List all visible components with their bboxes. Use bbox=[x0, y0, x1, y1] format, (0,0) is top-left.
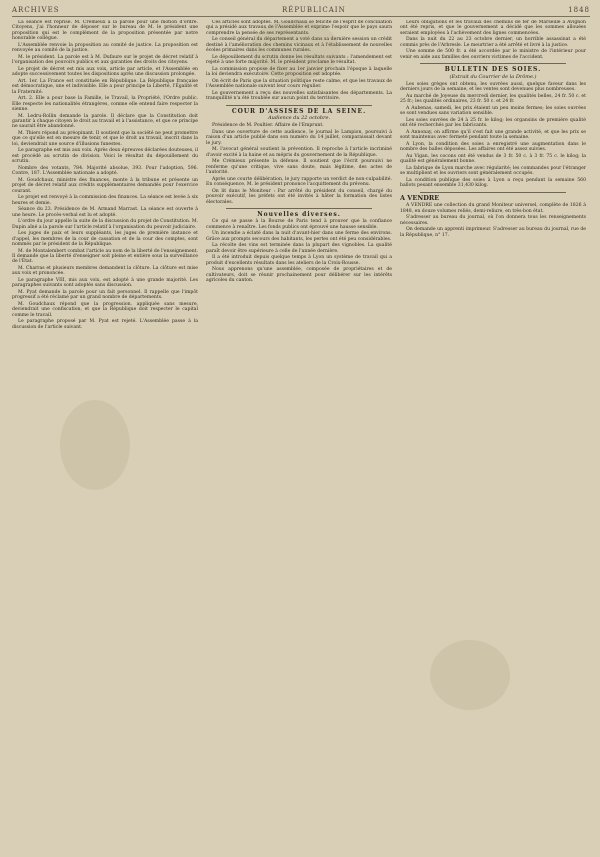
page-header bbox=[12, 6, 590, 17]
article-paragraph: Une somme de 500 fr. a été accordée par le ministre de l'intérieur pour venir en aide aux familles des ouvriers victimes de l'accident. bbox=[400, 49, 586, 60]
article-paragraph: A Annonay, on affirme qu'il s'est fait une grande activité, et que les prix se sont maintenus avec fermeté pendant toute la semaine. bbox=[400, 130, 586, 141]
article-paragraph: Les juges de paix et leurs suppléants, les juges de première instance et d'appel, les membres de la cour de cassation et de la cour des comptes, sont nommés par le président de la République. bbox=[12, 231, 198, 248]
article-paragraph: La récolte des vins est terminée dans la plupart des vignobles. La qualité paraît devoir être supérieure à celle de l'année dernière. bbox=[206, 243, 392, 254]
article-paragraph: On demande un apprenti imprimeur. S'adresser au bureau du journal, rue de la République, n° 17. bbox=[400, 227, 586, 238]
article-paragraph: La condition publique des soies à Lyon a reçu pendant la semaine 560 ballots pesant ensemble 31,430 kilog. bbox=[400, 178, 586, 189]
article-paragraph: La commission propose de fixer au 1er janvier prochain l'époque à laquelle la loi deviendra exécutoire. Cette proposition est adoptée. bbox=[206, 66, 392, 78]
article-paragraph: Séance du 23. Présidence de M. Armand Marrast. La séance est ouverte à une heure. Le procès-verbal est lu et adopté. bbox=[12, 207, 198, 218]
article-paragraph: M. Goudchaux, ministre des finances, monte à la tribune et présente un projet de décret relatif aux crédits supplémentaires demandés pour l'exercice courant. bbox=[12, 177, 198, 194]
article-paragraph: Les soies grèges ont obtenu, les ouvrées aussi, quelque faveur dans les derniers jours de la semaine, et les ventes sont devenues plus nombreuses. bbox=[400, 82, 586, 93]
article-paragraph: Le paragraphe est mis aux voix. Après deux épreuves déclarées douteuses, il est procédé au scrutin de division. Voici le résultat du dépouillement du scrutin. bbox=[12, 148, 198, 165]
article-paragraph: A Aubenas, samedi, les prix étaient un peu moins fermes; les soies ouvrées se sont vendues sans variation sensible. bbox=[400, 106, 586, 117]
article-paragraph: La séance est reprise. M. Crémieux a la parole pour une motion d'ordre. Citoyens, j'ai l'honneur de déposer sur le bureau de M. le président une proposition qui est le complément de la proposition présentée par notre honorable collègue. bbox=[12, 20, 198, 42]
article-paragraph: Ce qui se passe à la Bourse de Paris tend à prouver que la confiance commence à renaître. Les fonds publics ont éprouvé une hausse sensible. bbox=[206, 219, 392, 230]
article-paragraph: Présidence de M. Poultier. Affaire de l'Emprunt. bbox=[212, 123, 324, 129]
column-container bbox=[12, 20, 590, 846]
article-paragraph: Le conseil général du département a voté dans sa dernière session un crédit destiné à l'amélioration des chemins vicinaux et à l'établissement de nouvelles écoles primaires dans les communes rurales. bbox=[206, 37, 392, 54]
section-heading: Nouvelles diverses. bbox=[257, 211, 341, 219]
article-paragraph: Dans une ouverture de cette audience, le journal le Lampion, poursuivi à raison d'un article publié dans son numéro du 14 juillet, comparaissait devant le jury. bbox=[206, 130, 392, 146]
article-paragraph: M. de Montalembert combat l'article au nom de la liberté de l'enseignement. Il demande que la liberté d'enseigner soit pleine et entière sous la surveillance de l'État. bbox=[12, 248, 198, 265]
article-paragraph: On lit dans le Moniteur : Par arrêté du président du conseil, chargé du pouvoir exécutif, les préfets ont été invités à hâter la formation des listes électorales. bbox=[206, 188, 392, 205]
article-paragraph: L'Assemblée renvoie la proposition au comité de justice. La proposition est renvoyée au comité de la justice. bbox=[12, 42, 198, 54]
article-paragraph: M. Thiers répond au préopinant. Il soutient que la société ne peut promettre que ce qu'elle est en mesure de tenir, et que le droit au travail, inscrit dans la loi, deviendrait une source d'illusions funestes. bbox=[12, 131, 198, 147]
column-left bbox=[12, 20, 198, 846]
article-paragraph: M. Pyat demande la parole pour un fait personnel. Il rappelle que l'impôt progressif a été réclamé par un grand nombre de départements. bbox=[12, 290, 198, 301]
article-paragraph: M. l'avocat général soutient la prévention. Il reproche à l'article incriminé d'avoir excité à la haine et au mépris du gouvernement de la République. bbox=[206, 147, 392, 158]
article-paragraph: M. le président. La parole est à M. Dufaure sur le projet de décret relatif à l'organisation des pouvoirs publics et aux garanties des droits des citoyens. bbox=[12, 54, 198, 66]
section-subheading: Audience du 22 octobre. bbox=[267, 115, 331, 122]
article-paragraph: Il a été introduit depuis quelque temps à Lyon un système de travail qui a produit d'excellents résultats dans les ateliers de la Croix-Rousse. bbox=[206, 255, 392, 266]
article-paragraph: Le gouvernement a reçu des nouvelles satisfaisantes des départements. La tranquillité n'a été troublée sur aucun point du territoire. bbox=[206, 90, 392, 102]
header-center: RÉPUBLICAIN bbox=[281, 6, 346, 14]
article-paragraph: Dans la nuit du 22 au 23 octobre dernier, un horrible assassinat a été commis près de l'Arbresle. Le meurtrier a été arrêté et livré à la justice. bbox=[400, 37, 586, 48]
article-paragraph: S'adresser au bureau du journal, où l'on donnera tous les renseignements nécessaires. bbox=[400, 215, 586, 226]
divider bbox=[226, 105, 372, 106]
article-paragraph: Le paragraphe proposé par M. Pyat est rejeté. L'Assemblée passe à la discussion de l'article suivant. bbox=[12, 319, 198, 330]
article-paragraph: La fabrique de Lyon marche avec régularité; les commandes pour l'étranger se multiplient et les ouvriers sont généralement occupés. bbox=[400, 166, 586, 177]
article-paragraph: Nombre des votants, 784. Majorité absolue, 393. Pour l'adoption, 596. Contre, 187. L'Assemblée nationale a adopté. bbox=[12, 165, 198, 177]
article-paragraph: On écrit de Paris que la situation politique reste calme, et que les travaux de l'Assemblée nationale suivent leur cours régulier. bbox=[206, 78, 392, 90]
section-heading: COUR D'ASSISES DE LA SEINE. bbox=[231, 107, 367, 115]
divider bbox=[420, 192, 566, 193]
article-paragraph: L'ordre du jour appelle la suite de la discussion du projet de Constitution. M. Dupin aîné a la parole sur l'article relatif à l'organisation du pouvoir judiciaire. bbox=[12, 219, 198, 230]
article-paragraph: Nous apprenons qu'une assemblée, composée de propriétaires et de cultivateurs, doit se réunir prochainement pour délibérer sur les intérêts agricoles du canton. bbox=[206, 267, 392, 284]
article-paragraph: Le projet est renvoyé à la commission des finances. La séance est levée à six heures et demie. bbox=[12, 195, 198, 206]
article-paragraph: Un incendie a éclaté dans la nuit d'avant-hier dans une ferme des environs. Grâce aux prompts secours des habitants, les pertes ont été peu considérables. bbox=[206, 231, 392, 242]
article-paragraph: Me Crémieux présente la défense. Il soutient que l'écrit poursuivi ne renferme qu'une critique, vive sans doute, mais légitime, des actes de l'autorité. bbox=[206, 159, 392, 176]
header-left: ARCHIVES bbox=[12, 6, 60, 14]
article-paragraph: A Lyon, la condition des soies a enregistré une augmentation dans le nombre des balles déposées. Les affaires ont été assez suivies. bbox=[400, 142, 586, 153]
article-paragraph: Au marché de Joyeuse du mercredi dernier, les qualités belles, 24 fr. 50 c. et 25 fr.; les qualités ordinaires, 23 fr. 50 c. et 24 fr. bbox=[400, 94, 586, 105]
article-paragraph: Le paragraphe VIII, mis aux voix, est adopté à une grande majorité. Les paragraphes suivants sont adoptés sans discussion. bbox=[12, 278, 198, 289]
article-paragraph: M. Charras et plusieurs membres demandent la clôture. La clôture est mise aux voix et prononcée. bbox=[12, 266, 198, 277]
article-paragraph: Art. 1er. La France est constituée en République. La République française est démocratique, une et indivisible. Elle a pour principe la Liberté, l'Égalité et la Fraternité. bbox=[12, 78, 198, 95]
article-paragraph: M. Goudchaux répond que la progression, appliquée sans mesure, deviendrait une confiscation, et que la République doit respecter le capital comme le travail. bbox=[12, 302, 198, 318]
article-paragraph: M. Ledru-Rollin demande la parole. Il déclare que la Constitution doit garantir à chaque citoyen le droit au travail et à l'assistance, et que ce principe ne saurait être abandonné. bbox=[12, 113, 198, 130]
column-right bbox=[400, 20, 586, 846]
section-heading: A VENDRE bbox=[400, 193, 440, 202]
divider bbox=[226, 208, 372, 209]
column-middle bbox=[206, 20, 392, 846]
article-paragraph: Le dépouillement du scrutin donne les résultats suivants : l'amendement est rejeté à une forte majorité. M. le président proclame le résultat. bbox=[206, 54, 392, 66]
article-paragraph: Les soies ouvrées de 24 à 25 fr. le kilog; les organsins de première qualité ont été recherchés par les fabricants. bbox=[400, 118, 586, 129]
article-paragraph: A VENDRE une collection du grand Moniteur universel, complète de 1826 à 1848, en douze volumes reliés, demi-reliure, en très-bon état. bbox=[400, 203, 586, 214]
article-paragraph: Le projet de décret est mis aux voix, article par article, et l'Assemblée en adopte successivement toutes les dispositions après une discussion prolongée. bbox=[12, 66, 198, 78]
article-paragraph: Au Vigan, les cocons ont été vendus de 3 fr. 50 c. à 3 fr. 75 c. le kilog; la qualité est généralement bonne. bbox=[400, 154, 586, 165]
article-paragraph: Art. 2. Elle a pour base la Famille, le Travail, la Propriété, l'Ordre public. Elle respecte les nationalités étrangères, comme elle entend faire respecter la sienne. bbox=[12, 96, 198, 113]
section-subheading: (Extrait du Courrier de la Drôme.) bbox=[449, 73, 537, 80]
article-paragraph: Ces articles sont adoptés. M. Goudchaux se félicite de l'esprit de conciliation qui a présidé aux travaux de l'Assemblée et exprime l'espoir que le pays saura comprendre la pensée de ses représentants. bbox=[206, 20, 392, 36]
article-paragraph: Leurs obligations et les travaux des chemins de fer de Marseille à Avignon ont été repris, et que le gouvernement a décidé que les sommes allouées seraient employées à l'achèvement des lignes commencées. bbox=[400, 20, 586, 36]
divider bbox=[420, 63, 566, 64]
header-right: 1848 bbox=[568, 6, 590, 14]
section-heading: BULLETIN DES SOIES. bbox=[444, 66, 542, 74]
article-paragraph: Après une courte délibération, le jury rapporte un verdict de non-culpabilité. En conséquence, M. le président prononce l'acquittement du prévenu. bbox=[206, 176, 392, 188]
